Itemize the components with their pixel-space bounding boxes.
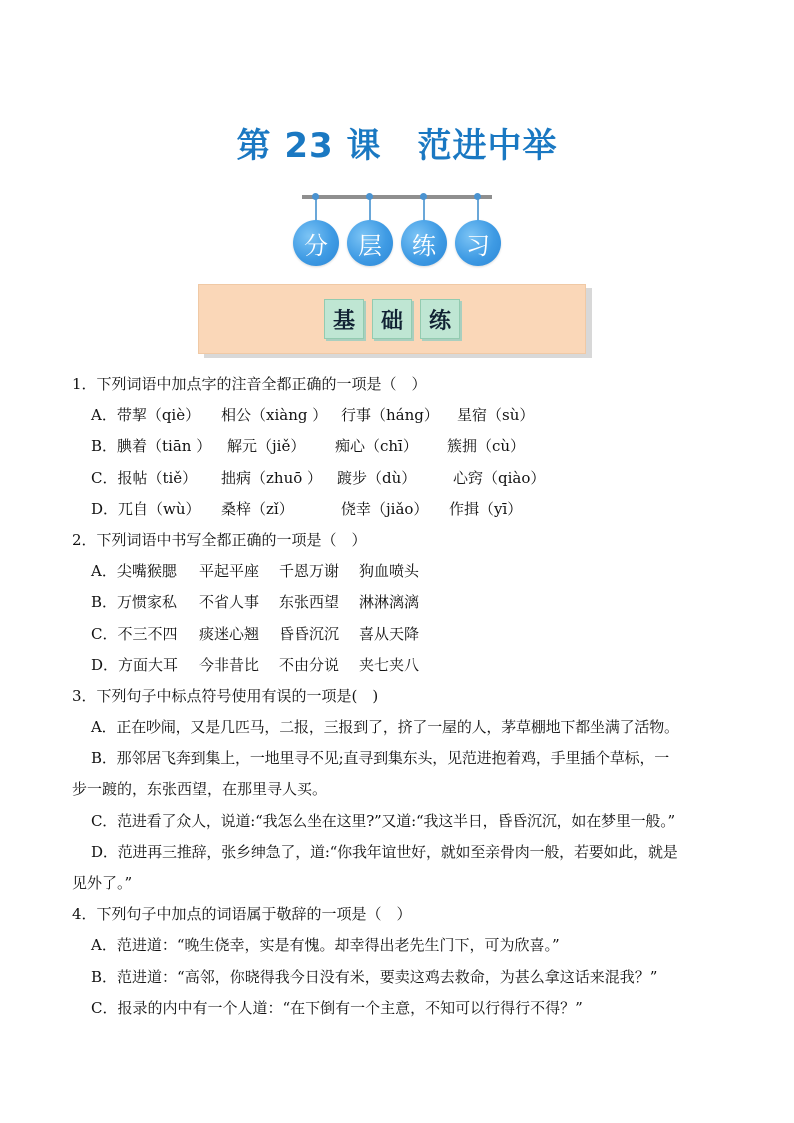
option-item: B．万惯家私 — [91, 593, 178, 612]
option-item: 夹七夹八 — [359, 655, 420, 674]
option-line: B．那邻居飞奔到集上，一地里寻不见;直寻到集东头，见范进抱着鸡，手里插个草标，一 — [91, 749, 670, 768]
option-row — [72, 619, 732, 650]
option-line: C．报录的内中有一个人道：“在下倒有一个主意，不知可以行得行不得？” — [91, 998, 583, 1017]
option-item: 今非昔比 — [199, 655, 260, 674]
question-stem: 3．下列句子中标点符号使用有误的一项是( ) — [72, 686, 379, 705]
option-item: 平起平座 — [199, 562, 260, 581]
rail-pin — [312, 193, 319, 200]
page-title — [0, 118, 794, 167]
option-item: 不由分说 — [279, 655, 340, 674]
option-row — [72, 650, 732, 681]
option-row — [72, 463, 732, 494]
option-item: C．报帖（tiě） — [91, 468, 198, 487]
option-row — [72, 494, 732, 525]
option-item: 千恩万谢 — [279, 562, 340, 581]
rail-pin — [366, 193, 373, 200]
question-stem: 1．下列词语中加点字的注音全都正确的一项是（ ） — [72, 375, 427, 393]
option-item: A．尖嘴猴腮 — [91, 562, 177, 581]
option-item: 桑梓（zǐ） — [221, 499, 294, 518]
option-item: 解元（jiě） — [227, 437, 306, 456]
option-item: 东张西望 — [279, 593, 340, 612]
section-tile: 础 — [372, 299, 412, 339]
option-item: 侥幸（jiǎo） — [341, 499, 429, 518]
option-item: 簇拥（cù） — [447, 437, 526, 456]
layer-practice-ball: 层 — [347, 220, 393, 266]
option-row — [72, 400, 732, 431]
option-item: 相公（xiàng ） — [221, 406, 328, 425]
option-item: 淋淋漓漓 — [359, 593, 420, 612]
option-item: C．不三不四 — [91, 624, 178, 643]
lesson-name: 范进中举 — [417, 126, 558, 166]
option-item: A．带挈（qiè） — [91, 406, 201, 425]
question-stem: 4．下列句子中加点的词语属于敬辞的一项是（ ） — [72, 905, 412, 924]
option-line: A．正在吵闹，又是几匹马，二报，三报到了，挤了一屋的人，茅草棚地下都坐满了活物。 — [91, 718, 679, 737]
option-line-continued: 见外了。” — [72, 874, 133, 892]
option-row — [72, 556, 732, 587]
option-item: 昏昏沉沉 — [279, 624, 340, 643]
option-item: D．兀自（wù） — [91, 499, 201, 518]
option-row — [72, 431, 732, 462]
lesson-number: 第 23 课 — [236, 126, 382, 166]
option-line: B．范进道：“高邻，你晓得我今日没有米，要卖这鸡去救命，为甚么拿这话来混我？” — [91, 967, 658, 986]
option-line: D．范进再三推辞，张乡绅急了，道:“你我年谊世好，就如至亲骨肉一般，若要如此，就是 — [91, 842, 678, 861]
rail-pin — [474, 193, 481, 200]
section-banner — [198, 284, 586, 354]
option-item: 行事（háng） — [341, 406, 439, 425]
option-line: C．范进看了众人，说道:“我怎么坐在这里?”又道:“我这半日，昏昏沉沉，如在梦里一般。” — [91, 811, 676, 830]
question-stem: 2．下列词语中书写全都正确的一项是（ ） — [72, 530, 367, 549]
section-tile: 练 — [420, 299, 460, 339]
option-item: 痴心（chī） — [335, 437, 418, 456]
section-tile: 基 — [324, 299, 364, 339]
layer-practice-ball: 分 — [293, 220, 339, 266]
option-item: 星宿（sù） — [457, 406, 535, 425]
option-item: 不省人事 — [199, 593, 260, 612]
option-item: D．方面大耳 — [91, 655, 179, 674]
option-row — [72, 587, 732, 618]
option-item: 踱步（dù） — [337, 468, 417, 487]
option-line-continued: 步一踱的，东张西望，在那里寻人买。 — [72, 780, 328, 799]
rail-pin — [420, 193, 427, 200]
option-item: 痰迷心翘 — [199, 624, 260, 643]
option-item: 狗血喷头 — [359, 562, 420, 581]
option-item: 拙病（zhuō ） — [221, 468, 323, 487]
option-line: A．范进道：“晚生侥幸，实是有愧。却幸得出老先生门下，可为欣喜。” — [91, 936, 560, 955]
layer-practice-ball: 练 — [401, 220, 447, 266]
option-item: 喜从天降 — [359, 624, 420, 643]
question-list — [72, 369, 732, 1024]
option-item: B．腆着（tiān ） — [91, 437, 212, 456]
hanging-rail — [302, 195, 492, 199]
option-item: 作揖（yī） — [449, 499, 523, 518]
layer-practice-ball: 习 — [455, 220, 501, 266]
option-item: 心窍（qiào） — [453, 468, 546, 487]
